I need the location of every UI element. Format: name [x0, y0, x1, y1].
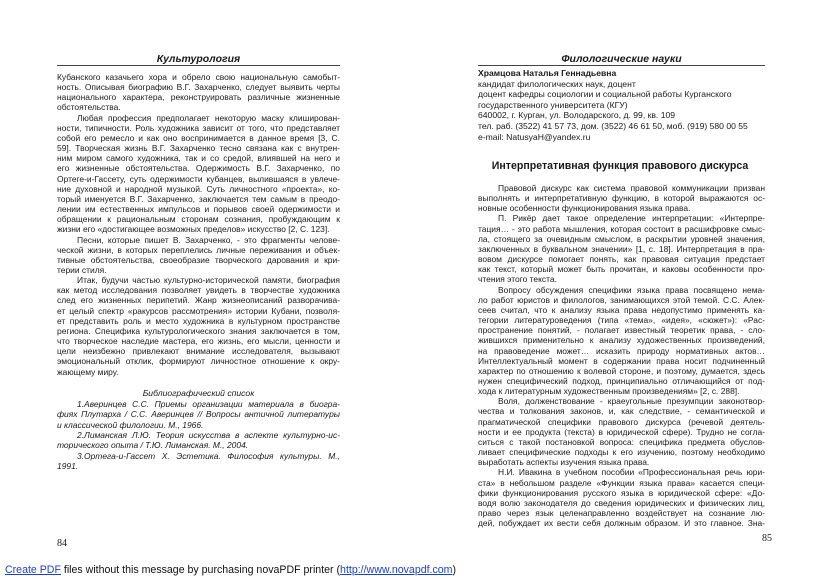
- text-line: П. Рикёр дает такое определение интерпретации: «Интерпре-: [498, 213, 765, 224]
- text-line: 1.Аверинцев С.С. Приемы организации материала в биогра-: [77, 398, 340, 409]
- bibliography-heading: Библиографический список: [142, 387, 255, 398]
- text-line: торического опыта / Т.Ю. Лиманская. М., 2004.: [57, 440, 249, 451]
- text-line: сеев считал, что к анализу языка права недопустимо применять ка-: [478, 304, 765, 315]
- text-line: след его жизненных перипетий. Жанр жизнеописаний разворачива-: [57, 295, 340, 306]
- text-line: пространение понятий, - полагает известный теоретик права, - сло-: [478, 325, 765, 336]
- bibliography-item: [57, 399, 340, 430]
- text-line: дей, побуждает их вести себя должным образом. И это главное. Зна-: [478, 518, 765, 529]
- text-line: ности, типичности. Роль художника зависит от того, что представляет: [57, 122, 340, 133]
- text-line: ливает специфические подходы к его изучению, поэтому необходимо: [478, 447, 765, 458]
- author-name: Храмцова Наталья Геннадьевна: [478, 68, 617, 78]
- text-line: Интеллектуальный момент в содержании права носит подчиненный: [478, 355, 765, 366]
- text-line: торый именуется В.Г. Захарченко, заключается тем самым в преодо-: [57, 193, 340, 204]
- text-line: как текст, который может быть прочитан, и каковы особенности про-: [478, 264, 765, 275]
- right-page-body: [478, 183, 765, 528]
- text-line: Правовой дискурс как система правовой коммуникации призван: [498, 183, 765, 193]
- text-line: право через язык целенаправленно воздействует на сознание лю-: [478, 508, 765, 518]
- text-line: Песни, которые пишет В. Захарченко, - это фрагменты челове-: [77, 234, 340, 245]
- text-line: Кубанского казачьего хора и обрело свою национальную самобыт-: [57, 72, 340, 82]
- author-phones: тел. раб. (3522) 41 57 73, дом. (3522) 46 61 50, моб. (919) 580 00 55: [478, 120, 748, 131]
- text-line: Любая профессия предполагает некоторую маску клиширован-: [77, 112, 340, 123]
- paragraph: [478, 183, 765, 213]
- text-line: тивные обстоятельства, своеобразие творческого дарования и кри-: [57, 254, 340, 265]
- author-address: 640002, г. Курган, ул. Володарского, д. 99, кв. 109: [478, 110, 676, 121]
- text-line: ние духовной и народной музыкой. Суть личностного «проекта», ко-: [57, 183, 340, 194]
- author-email: e-mail: NatusyaH@yandex.ru: [478, 131, 591, 142]
- footer-text: ): [452, 564, 457, 576]
- text-line: на правоведение может… исказить природу нормативных актов…: [478, 345, 765, 356]
- text-line: что творческое наследие мастера, его жизнь, его мысли, ценности и: [57, 336, 340, 347]
- text-line: водя волю законодателя до сведения юридических и физических лиц,: [478, 497, 765, 508]
- bibliography-item: [57, 451, 340, 472]
- novapdf-url-link[interactable]: http://www.novapdf.com: [340, 564, 453, 576]
- text-line: Итак, будучи частью культурно-исторической памяти, биография: [77, 275, 340, 286]
- article-title: Интерпретативная функция правового дискурса: [491, 160, 749, 172]
- text-line: ет представить роль и место художника в культурном пространстве: [57, 315, 340, 326]
- left-page: [0, 0, 410, 560]
- text-line: жившихся применительно к анализу художественных произведений,: [478, 335, 765, 346]
- text-line: Вопросу обсуждения специфики языка права посвящено нема-: [498, 284, 765, 295]
- text-line: ность. Описывая биографию В.Г. Захарченко, следует выявить черты: [57, 82, 340, 93]
- text-line: ла, стоящего за очевидным смыслом, в раскрытии уровней значения,: [478, 233, 765, 244]
- pdf-footer: [5, 564, 456, 576]
- paragraph: [478, 396, 765, 467]
- text-line: ет целый спектр «ракурсов рассмотрения» истории Кубани, позволя-: [57, 305, 340, 316]
- text-line: 2.Лиманская Л.Ю. Теория искусства в аспекте культурно-ис-: [77, 430, 340, 441]
- text-line: ситься с такой постановкой вопроса: специфика предмета обуслов-: [478, 436, 765, 447]
- text-line: выполнять и интерпретативную функцию, в которой выражаются ос-: [478, 193, 765, 204]
- text-line: обращении к рациональным сторонам сознания, пробуждающим к: [57, 214, 340, 225]
- text-line: фики функционирования русского языка в юридической сфере: «До-: [478, 487, 765, 498]
- paragraph: [478, 213, 765, 284]
- paragraph: [57, 72, 340, 113]
- author-position: государственного университета (КГУ): [478, 99, 628, 110]
- paragraph: [57, 275, 340, 377]
- text-line: и классической филологии. М., 1966.: [57, 419, 204, 430]
- text-line: характер по отношению к волевой стороне, и поэтому, думается, здесь: [478, 365, 765, 376]
- text-line: ста» в небольшом разделе «Функции языка права» касается специ-: [478, 477, 765, 488]
- author-degree: кандидат филологических наук, доцент: [478, 78, 636, 89]
- text-line: собой его ремесло и как оно воспринимается в данное время [3, С.: [57, 132, 340, 143]
- paragraph: [57, 113, 340, 235]
- text-line: прагматической специфики правового дискурса (речевой деятель-: [478, 416, 765, 427]
- text-line: ности и ее продукта (текста) в юридической сфере). Трудно не согла-: [478, 426, 765, 437]
- text-line: цели неизбежно привлекают внимание исследователя, вызывают: [57, 346, 340, 357]
- text-line: его жизненные обстоятельства. Одержимость В.Г. Захарченко, по: [57, 163, 340, 174]
- text-line: заключенных в буквальном значении» [1, с. 18]. Интерпретация в пра-: [478, 243, 765, 254]
- text-line: жизни его «достигающее возможных пределов» искусство [2, С. 123].: [57, 224, 330, 235]
- text-line: 1991.: [57, 461, 79, 472]
- text-line: 3.Ортега-и-Гассет Х. Эстетика. Философия культуры. М.,: [77, 450, 340, 461]
- text-line: тегории литературоведения (типа «тема», «идея», «сюжет»): «Рас-: [478, 315, 765, 326]
- text-line: выработать аспекты изучения языка права.: [478, 457, 650, 468]
- text-line: 59]. Творческая жизнь В.Г. Захарченко тесно связана как с внутрен-: [57, 143, 340, 154]
- text-line: новные особенности функционирования языка права.: [478, 203, 691, 214]
- bibliography-list: [57, 399, 340, 472]
- paragraph: [478, 285, 765, 397]
- text-line: чтения этого текста.: [478, 274, 557, 285]
- text-line: лении им естественных импульсов и порывов своей одержимости и: [57, 204, 340, 215]
- create-pdf-link[interactable]: Create PDF: [5, 564, 61, 576]
- paragraph: [57, 235, 340, 276]
- text-line: фиях Плутарха / С.С. Аверинцев // Вопросы античной литературы: [57, 409, 340, 420]
- text-line: обстоятельства.: [57, 102, 121, 113]
- text-line: хода к литературным художественным произведениям» [2, с. 288].: [478, 386, 740, 397]
- left-page-body: [57, 72, 340, 472]
- text-line: ним миром самого художника, так и со средой, влиявшей на него и: [57, 153, 340, 164]
- text-line: как метод исследования позволяет увидеть в творчестве художника: [57, 285, 340, 296]
- text-line: нужен специфический подход, принципиально отличающийся от под-: [478, 375, 765, 386]
- text-line: ческой жизни, в которых переплелись личные переживания и объек-: [57, 244, 340, 255]
- page-number: 84: [57, 538, 67, 549]
- text-line: Ортеге-и-Гассету, суть одержимости кубанцев, вылившаяся в увлече-: [57, 173, 340, 184]
- header-rule: [57, 65, 340, 66]
- text-line: терии стиля.: [57, 264, 107, 275]
- text-line: региона. Специфика культурологического знания заключается в том,: [57, 325, 340, 336]
- running-head: Филологические науки: [561, 53, 682, 65]
- text-line: жающему миру.: [57, 366, 119, 377]
- text-line: чества и толкования законов, и, как следствие, - семантической и: [478, 406, 765, 417]
- author-position: доцент кафедры социологии и социальной работы Курганского: [478, 89, 732, 100]
- text-line: Воля, долженствование - краеугольные презумпции законотвор-: [498, 396, 765, 407]
- footer-text: files without this message by purchasing novaPDF printer (: [60, 564, 341, 576]
- text-line: национального характера, реконструировать различные жизненные: [57, 92, 340, 103]
- header-rule: [478, 65, 765, 66]
- text-line: эмоциональный отклик, формируют личностное отношение к окру-: [57, 356, 340, 367]
- text-line: вовом дискурсе помогает понять, как правовая ситуация предстает: [478, 254, 765, 265]
- running-head: Культурология: [156, 53, 241, 65]
- text-line: ло работ юристов и филологов, занимающихся этой темой. С.С. Алек-: [478, 294, 765, 305]
- text-line: Н.И. Ивакина в учебном пособии «Профессиональная речь юри-: [498, 467, 765, 478]
- page-number: 85: [762, 533, 772, 544]
- bibliography-item: [57, 430, 340, 451]
- author-info: [478, 68, 748, 142]
- text-line: тация… - это работа мышления, которая состоит в расшифровке смыс-: [478, 223, 765, 234]
- paragraph: [478, 467, 765, 528]
